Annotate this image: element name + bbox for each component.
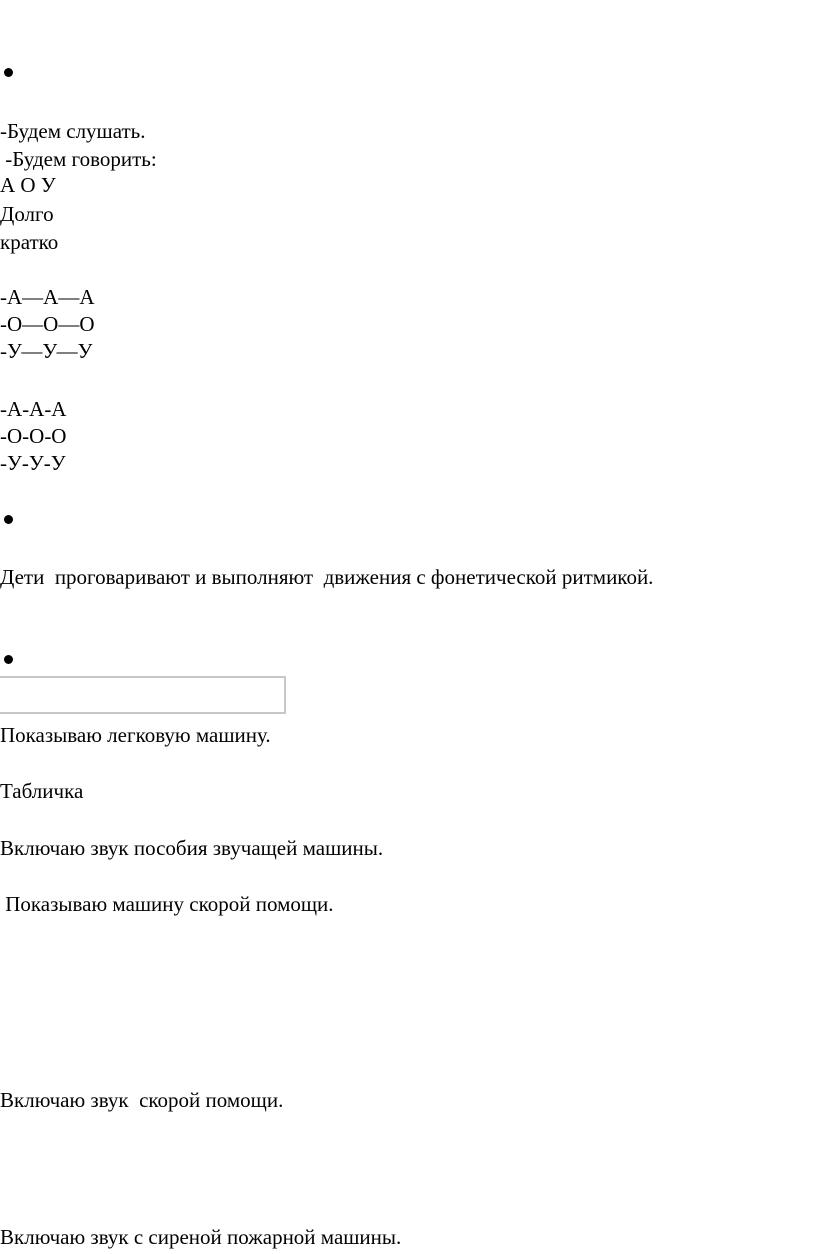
text-line: Показываю легковую машину.	[0, 723, 271, 747]
text-line: -У—У—У	[0, 339, 93, 363]
bullet-marker	[4, 655, 13, 664]
text-line: -Будем слушать.	[0, 119, 146, 143]
text-line: Дети проговаривают и выполняют движения с фонетической ритмикой.	[0, 565, 654, 589]
text-line: Включаю звук пособия звучащей машины.	[0, 836, 384, 860]
text-line: -Будем говорить:	[0, 147, 157, 171]
text-line: кратко	[0, 230, 59, 254]
text-line: -А-А-А	[0, 397, 67, 421]
bullet-marker	[4, 68, 13, 77]
text-line: Показываю машину скорой помощи.	[0, 892, 334, 916]
text-line: Включаю звук с сиреной пожарной машины.	[0, 1225, 402, 1249]
text-line: -У-У-У	[0, 451, 66, 475]
text-line: -О—О—О	[0, 312, 95, 336]
text-line: Табличка	[0, 779, 84, 803]
empty-image-frame	[0, 676, 286, 714]
bullet-marker	[4, 515, 13, 524]
text-line: А О У	[0, 173, 56, 197]
text-line: -А—А—А	[0, 285, 95, 309]
text-line: Включаю звук скорой помощи.	[0, 1088, 284, 1112]
text-line: Долго	[0, 202, 54, 226]
text-line: -О-О-О	[0, 424, 67, 448]
